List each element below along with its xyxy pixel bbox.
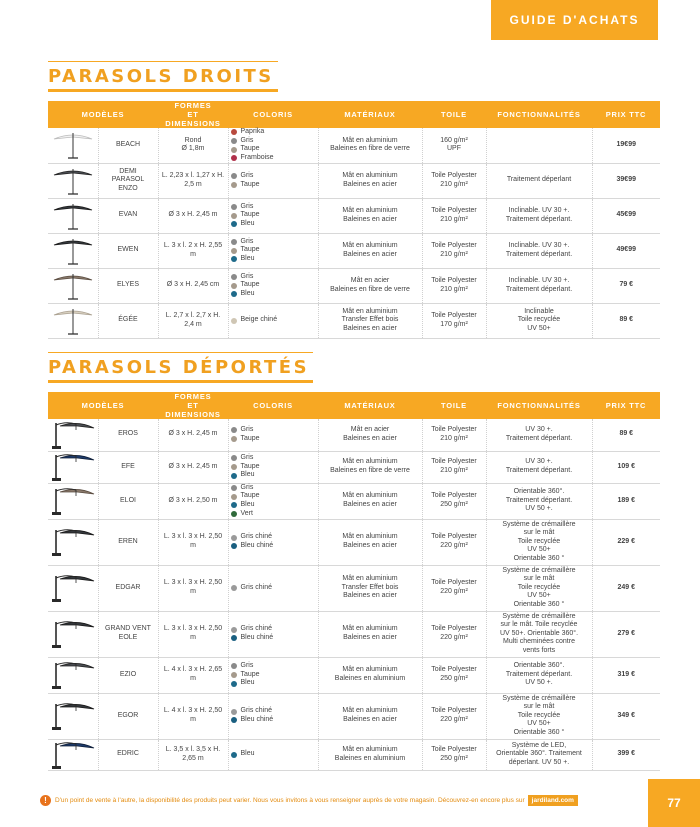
color-option (231, 463, 316, 472)
straight-umbrella-white-icon (48, 128, 98, 163)
cantilever-umbrella-grey-icon (48, 657, 98, 693)
dimensions: L. 3 x l. 3 x H. 2,50 m (158, 611, 228, 657)
table-row[interactable] (48, 303, 660, 338)
color-option (231, 426, 316, 435)
header-formes: FORMES ET DIMENSIONS (158, 392, 228, 419)
table-header-row (48, 101, 660, 128)
features: Système de crémaillère sur le mât Toile recyclée UV 50+ Orientable 360 ° (486, 519, 592, 565)
header-modeles: MODÈLES (48, 101, 158, 128)
color-list (228, 739, 318, 770)
color-swatch-icon (231, 239, 237, 245)
model-name: EWEN (98, 233, 158, 268)
model-name: EVAN (98, 198, 158, 233)
features: Inclinable. UV 30 +. Traitement déperlant. (486, 233, 592, 268)
price: 49€99 (592, 233, 660, 268)
materials: Mât en aluminium Baleines en aluminium (318, 657, 422, 693)
color-label: Bleu (240, 219, 255, 227)
model-name: EROS (98, 419, 158, 451)
header-formes: FORMES ET DIMENSIONS (158, 101, 228, 128)
table-row[interactable] (48, 198, 660, 233)
header-fonctionnalites: FONCTIONNALITÉS (486, 101, 592, 128)
color-label: Gris (240, 272, 254, 280)
straight-umbrella-grey-icon (48, 163, 98, 198)
price: 279 € (592, 611, 660, 657)
color-swatch-icon (231, 473, 237, 479)
dimensions: Ø 3 x H. 2,45 cm (158, 268, 228, 303)
color-option (231, 137, 316, 146)
color-swatch-icon (231, 182, 237, 188)
materials: Mât en aluminium Baleines en acier (318, 163, 422, 198)
price: 319 € (592, 657, 660, 693)
footer-notice (0, 791, 648, 809)
color-swatch-icon (231, 485, 237, 491)
color-label: Taupe (240, 180, 260, 188)
section-title-droits (48, 66, 274, 87)
table-row[interactable] (48, 657, 660, 693)
color-option (231, 634, 316, 643)
color-swatch-icon (231, 256, 237, 262)
price: 39€99 (592, 163, 660, 198)
header-toile: TOILE (422, 392, 486, 419)
color-label: Taupe (240, 492, 260, 500)
color-label: Gris (240, 454, 254, 462)
color-list (228, 657, 318, 693)
section-title-text: PARASOLS DÉPORTÉS (48, 357, 310, 378)
color-label: Taupe (240, 246, 260, 254)
color-option (231, 128, 316, 137)
color-swatch-icon (231, 672, 237, 678)
color-option (231, 584, 316, 593)
color-option (231, 203, 316, 212)
color-list (228, 483, 318, 519)
materials: Mât en aluminium Baleines en fibre de verre (318, 451, 422, 483)
color-option (231, 533, 316, 542)
color-swatch-icon (231, 138, 237, 144)
dimensions: L. 3 x l. 3 x H. 2,50 m (158, 519, 228, 565)
header-coloris: COLORIS (228, 101, 318, 128)
features: Inclinable. UV 30 +. Traitement déperlant. (486, 268, 592, 303)
table-row[interactable] (48, 268, 660, 303)
color-option (231, 671, 316, 680)
color-label: Gris chiné (240, 583, 273, 591)
color-option (231, 238, 316, 247)
color-option (231, 542, 316, 551)
color-option (231, 154, 316, 163)
model-name: EDRIC (98, 739, 158, 770)
price: 189 € (592, 483, 660, 519)
header-materiaux: MATÉRIAUX (318, 101, 422, 128)
model-name: BEACH (98, 128, 158, 163)
color-swatch-icon (231, 147, 237, 153)
color-option (231, 181, 316, 190)
color-option (231, 172, 316, 181)
color-option (231, 316, 316, 325)
color-swatch-icon (231, 204, 237, 210)
table-row[interactable] (48, 483, 660, 519)
color-label: Bleu (240, 501, 255, 508)
features: Système de LED, Orientable 360°. Traitement déperlant. UV 50 +. (486, 739, 592, 770)
price: 79 € (592, 268, 660, 303)
color-option (231, 625, 316, 634)
color-label: Bleu (240, 750, 255, 758)
color-option (231, 145, 316, 154)
features (486, 128, 592, 163)
canvas-spec: 160 g/m² UPF (422, 128, 486, 163)
canvas-spec: Toile Polyester 250 g/m² (422, 483, 486, 519)
header-toile: TOILE (422, 101, 486, 128)
color-label: Gris (240, 426, 254, 434)
straight-umbrella-beige-icon (48, 303, 98, 338)
dimensions: L. 2,23 x l. 1,27 x H. 2,5 m (158, 163, 228, 198)
footer-notice-text: D'un point de vente à l'autre, la disponibilité des produits peut varier. Nous vous invitons à vous renseigner auprès de votre magasin. Découvrez-en encore plus sur (55, 796, 525, 804)
model-name: EREN (98, 519, 158, 565)
color-swatch-icon (231, 502, 237, 508)
cantilever-umbrella-dark-icon (48, 693, 98, 739)
color-swatch-icon (231, 752, 237, 758)
table-header-row (48, 392, 660, 419)
color-label: Bleu chiné (240, 716, 274, 723)
dimensions: L. 4 x l. 3 x H. 2,50 m (158, 693, 228, 739)
page-number: 77 (648, 779, 700, 827)
canvas-spec: Toile Polyester 220 g/m² (422, 693, 486, 739)
canvas-spec: Toile Polyester 210 g/m² (422, 268, 486, 303)
color-swatch-icon (231, 318, 237, 324)
color-option (231, 454, 316, 463)
features: Orientable 360°. Traitement déperlant. UV 50 +. (486, 657, 592, 693)
color-label: Taupe (240, 145, 260, 153)
color-label: Gris chiné (240, 707, 273, 715)
color-swatch-icon (231, 717, 237, 723)
cantilever-umbrellas-table (48, 392, 660, 771)
materials: Mât en aluminium Baleines en acier (318, 483, 422, 519)
info-icon: ! (40, 795, 51, 806)
color-swatch-icon (231, 173, 237, 179)
canvas-spec: Toile Polyester 210 g/m² (422, 198, 486, 233)
dimensions: Ø 3 x H. 2,50 m (158, 483, 228, 519)
color-option (231, 750, 316, 759)
price: 89 € (592, 303, 660, 338)
color-swatch-icon (231, 627, 237, 633)
color-swatch-icon (231, 535, 237, 541)
color-label: Framboise (240, 153, 274, 161)
price: 399 € (592, 739, 660, 770)
canvas-spec: Toile Polyester 210 g/m² (422, 233, 486, 268)
canvas-spec: Toile Polyester 220 g/m² (422, 611, 486, 657)
color-label: Gris (240, 662, 254, 670)
color-swatch-icon (231, 248, 237, 254)
header-coloris: COLORIS (228, 392, 318, 419)
color-option (231, 484, 316, 493)
color-label: Gris chiné (240, 625, 273, 633)
materials: Mât en aluminium Transfer Effet bois Baleines en acier (318, 565, 422, 611)
color-option (231, 220, 316, 229)
cantilever-umbrella-taupe-icon (48, 483, 98, 519)
color-list (228, 303, 318, 338)
dimensions: Ø 3 x H. 2,45 m (158, 451, 228, 483)
color-label: Beige chiné (240, 316, 278, 324)
model-name: EZIO (98, 657, 158, 693)
section-title-deportes (48, 357, 309, 378)
materials: Mât en acier Baleines en fibre de verre (318, 268, 422, 303)
canvas-spec: Toile Polyester 250 g/m² (422, 739, 486, 770)
dimensions: L. 3 x l. 3 x H. 2,50 m (158, 565, 228, 611)
color-list (228, 163, 318, 198)
price: 89 € (592, 419, 660, 451)
color-list (228, 268, 318, 303)
section-title-text: PARASOLS DROITS (48, 66, 274, 87)
color-label: Gris (240, 171, 254, 179)
dimensions: Ø 3 x H. 2,45 m (158, 198, 228, 233)
materials: Mât en acier Baleines en acier (318, 419, 422, 451)
color-swatch-icon (231, 274, 237, 280)
color-label: Gris chiné (240, 533, 273, 541)
model-name: ELYES (98, 268, 158, 303)
color-swatch-icon (231, 511, 237, 517)
color-option (231, 510, 316, 519)
color-option (231, 716, 316, 725)
cantilever-umbrella-dark-icon (48, 519, 98, 565)
color-option (231, 246, 316, 255)
color-swatch-icon (231, 455, 237, 461)
color-swatch-icon (231, 585, 237, 591)
model-name: EGOR (98, 693, 158, 739)
website-link[interactable]: jardiland.com (528, 795, 578, 806)
canvas-spec: Toile Polyester 210 g/m² (422, 163, 486, 198)
color-swatch-icon (231, 709, 237, 715)
color-swatch-icon (231, 543, 237, 549)
color-label: Taupe (240, 670, 260, 678)
table-row[interactable] (48, 611, 660, 657)
materials: Mât en aluminium Baleines en acier (318, 233, 422, 268)
model-name: GRAND VENT EOLE (98, 611, 158, 657)
color-option (231, 211, 316, 220)
color-list (228, 128, 318, 163)
color-option (231, 707, 316, 716)
color-option (231, 290, 316, 299)
color-label: Taupe (240, 211, 260, 219)
table-row[interactable] (48, 739, 660, 770)
color-list (228, 611, 318, 657)
color-list (228, 451, 318, 483)
color-list (228, 519, 318, 565)
canvas-spec: Toile Polyester 220 g/m² (422, 519, 486, 565)
price: 109 € (592, 451, 660, 483)
color-label: Bleu (240, 289, 255, 297)
table-row[interactable] (48, 693, 660, 739)
color-label: Taupe (240, 281, 260, 289)
color-swatch-icon (231, 663, 237, 669)
color-label: Bleu (240, 679, 255, 687)
color-label: Gris (240, 483, 254, 491)
materials: Mât en aluminium Baleines en acier (318, 611, 422, 657)
table-row[interactable] (48, 565, 660, 611)
dimensions: L. 3 x l. 2 x H. 2,55 m (158, 233, 228, 268)
color-swatch-icon (231, 427, 237, 433)
dimensions: L. 3,5 x l. 3,5 x H. 2,65 m (158, 739, 228, 770)
color-option (231, 435, 316, 444)
color-list (228, 198, 318, 233)
dimensions: L. 2,7 x l. 2,7 x H. 2,4 m (158, 303, 228, 338)
canvas-spec: Toile Polyester 210 g/m² (422, 419, 486, 451)
table-row[interactable] (48, 519, 660, 565)
dimensions: Ø 3 x H. 2,45 m (158, 419, 228, 451)
header-materiaux: MATÉRIAUX (318, 392, 422, 419)
color-list (228, 693, 318, 739)
color-label: Bleu (240, 254, 255, 262)
header-prix: PRIX TTC (592, 101, 660, 128)
color-swatch-icon (231, 129, 237, 135)
table-row[interactable] (48, 451, 660, 483)
materials: Mât en aluminium Baleines en fibre de verre (318, 128, 422, 163)
price: 19€99 (592, 128, 660, 163)
cantilever-umbrella-dark-icon (48, 565, 98, 611)
table-row[interactable] (48, 163, 660, 198)
color-label: Bleu chiné (240, 542, 274, 549)
canvas-spec: Toile Polyester 170 g/m² (422, 303, 486, 338)
color-list (228, 419, 318, 451)
color-list (228, 233, 318, 268)
model-name: DEMI PARASOL ENZO (98, 163, 158, 198)
straight-umbrella-dark-icon (48, 198, 98, 233)
color-label: Paprika (240, 128, 265, 136)
features: UV 30 +. Traitement déperlant. (486, 451, 592, 483)
features: Inclinable. UV 30 +. Traitement déperlant. (486, 198, 592, 233)
features: Système de crémaillère sur le mât Toile recyclée UV 50+ Orientable 360 ° (486, 693, 592, 739)
features: Inclinable Toile recyclée UV 50+ (486, 303, 592, 338)
price: 349 € (592, 693, 660, 739)
canvas-spec: Toile Polyester 210 g/m² (422, 451, 486, 483)
model-name: ÉGÉE (98, 303, 158, 338)
color-option (231, 471, 316, 480)
model-name: EDGAR (98, 565, 158, 611)
color-swatch-icon (231, 291, 237, 297)
dimensions: Rond Ø 1,8m (158, 128, 228, 163)
color-label: Taupe (240, 434, 260, 442)
canvas-spec: Toile Polyester 220 g/m² (422, 565, 486, 611)
price: 229 € (592, 519, 660, 565)
color-swatch-icon (231, 464, 237, 470)
color-label: Bleu (240, 471, 255, 479)
color-swatch-icon (231, 681, 237, 687)
color-swatch-icon (231, 213, 237, 219)
cantilever-umbrella-grey-icon (48, 419, 98, 451)
straight-umbrellas-table (48, 101, 660, 339)
table-row[interactable] (48, 419, 660, 451)
color-list (228, 565, 318, 611)
color-swatch-icon (231, 221, 237, 227)
color-option (231, 662, 316, 671)
header-modeles: MODÈLES (48, 392, 158, 419)
materials: Mât en aluminium Baleines en acier (318, 693, 422, 739)
features: Orientable 360°. Traitement déperlant. UV 50 +. (486, 483, 592, 519)
color-swatch-icon (231, 283, 237, 289)
price: 45€99 (592, 198, 660, 233)
header-fonctionnalites: FONCTIONNALITÉS (486, 392, 592, 419)
color-option (231, 679, 316, 688)
dimensions: L. 4 x l. 3 x H. 2,65 m (158, 657, 228, 693)
color-label: Vert (240, 509, 253, 517)
color-option (231, 273, 316, 282)
price: 249 € (592, 565, 660, 611)
table-row[interactable] (48, 128, 660, 163)
straight-umbrella-dark-icon (48, 233, 98, 268)
model-name: EFE (98, 451, 158, 483)
cantilever-umbrella-dark-icon (48, 611, 98, 657)
materials: Mât en aluminium Transfer Effet bois Baleines en acier (318, 303, 422, 338)
materials: Mât en aluminium Baleines en acier (318, 198, 422, 233)
color-label: Gris (240, 136, 254, 144)
features: UV 30 +. Traitement déperlant. (486, 419, 592, 451)
color-label: Taupe (240, 462, 260, 470)
features: Système de crémaillère sur le mât. Toile recyclée UV 50+. Orientable 360°. Multi cheminées contre vents forts (486, 611, 592, 657)
color-option (231, 255, 316, 264)
materials: Mât en aluminium Baleines en aluminium (318, 739, 422, 770)
color-swatch-icon (231, 494, 237, 500)
color-label: Bleu chiné (240, 634, 274, 641)
color-swatch-icon (231, 436, 237, 442)
color-swatch-icon (231, 155, 237, 161)
materials: Mât en aluminium Baleines en acier (318, 519, 422, 565)
cantilever-umbrella-blue-icon (48, 739, 98, 770)
guide-achats-tab: GUIDE D'ACHATS (491, 0, 658, 40)
color-option (231, 501, 316, 510)
color-label: Gris (240, 237, 254, 245)
features: Système de crémaillère sur le mât Toile recyclée UV 50+ Orientable 360 ° (486, 565, 592, 611)
canvas-spec: Toile Polyester 250 g/m² (422, 657, 486, 693)
color-option (231, 492, 316, 501)
color-label: Gris (240, 202, 254, 210)
color-swatch-icon (231, 635, 237, 641)
table-row[interactable] (48, 233, 660, 268)
color-option (231, 281, 316, 290)
straight-umbrella-taupe-icon (48, 268, 98, 303)
cantilever-umbrella-blue-icon (48, 451, 98, 483)
header-prix: PRIX TTC (592, 392, 660, 419)
model-name: ELOI (98, 483, 158, 519)
features: Traitement déperlant (486, 163, 592, 198)
